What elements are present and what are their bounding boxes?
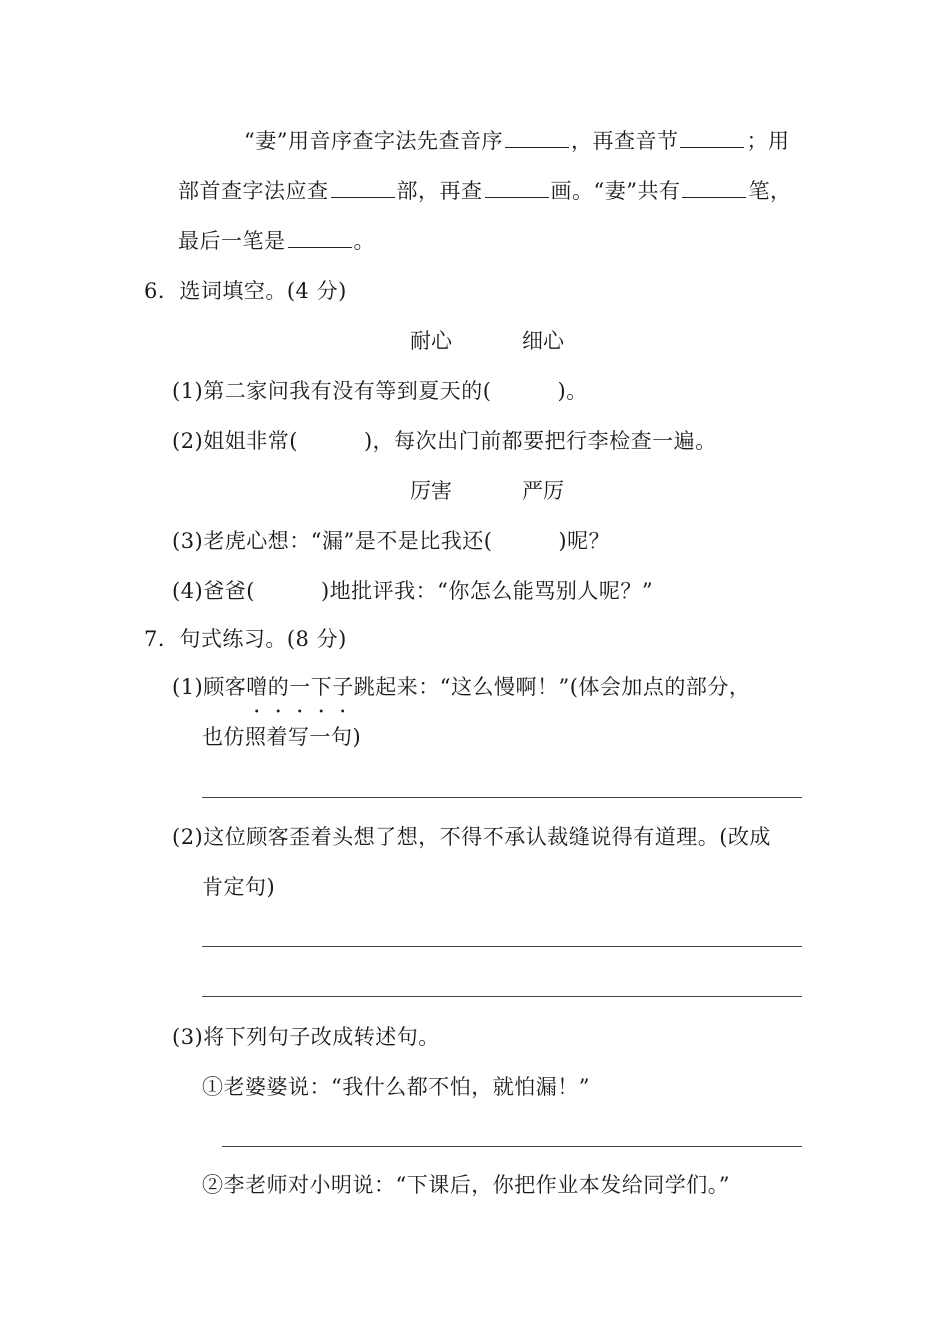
answer-line[interactable] <box>202 946 802 947</box>
dotted-char: 噌 <box>246 675 268 699</box>
q7-item-1-line-2: 也仿照着写一句) <box>202 725 362 749</box>
answer-blank[interactable] <box>682 179 746 198</box>
word-option: 细心 <box>522 329 564 353</box>
dotted-char: 下 <box>310 675 333 699</box>
answer-line[interactable] <box>202 797 802 798</box>
answer-blank[interactable] <box>680 129 744 148</box>
q7-item-1-line-1: (1)顾客噌的一下子跳起来：“这么慢啊！”(体会加点的部分， <box>172 672 750 702</box>
q6-item-4: (4)爸爸( )地批评我：“你怎么能骂别人呢？” <box>172 579 654 603</box>
answer-line[interactable] <box>222 1146 802 1147</box>
dotted-char: 子 <box>332 675 354 699</box>
q6-heading: 6．选词填空。(4 分) <box>144 279 347 303</box>
q7-item-2-line-1: (2)这位顾客歪着头想了想，不得不承认裁缝说得有道理。(改成 <box>172 825 771 849</box>
q7-item-2-line-2: 肯定句) <box>202 875 276 899</box>
q5-line-2: 部首查字法应查 部，再查 画。“妻”共有 笔， <box>178 179 792 203</box>
q7-item-3-heading: (3)将下列句子改成转述句。 <box>172 1025 440 1049</box>
q6-item-3: (3)老虎心想：“漏”是不是比我还( )呢？ <box>172 529 611 553</box>
word-option: 严厉 <box>522 479 564 503</box>
q6-item-1: (1)第二家问我有没有等到夏天的( )。 <box>172 379 588 403</box>
word-option: 耐心 <box>410 329 452 353</box>
answer-blank[interactable] <box>331 179 395 198</box>
q6-item-2: (2)姐姐非常( )，每次出门前都要把行李检查一遍。 <box>172 429 717 453</box>
q7-heading: 7．句式练习。(8 分) <box>144 627 347 651</box>
q5-line-1: “妻”用音序查字法先查音序 ，再查音节 ；用 <box>244 129 790 153</box>
word-option: 厉害 <box>410 479 452 503</box>
dotted-char: 一 <box>289 675 311 699</box>
answer-blank[interactable] <box>288 229 352 248</box>
answer-blank[interactable] <box>505 129 569 148</box>
answer-line[interactable] <box>202 996 802 997</box>
q7-item-3-sub-2: ②李老师对小明说：“下课后，你把作业本发给同学们。” <box>202 1173 730 1197</box>
dotted-char: 的 <box>267 675 290 699</box>
q7-item-3-sub-1: ①老婆婆说：“我什么都不怕，就怕漏！” <box>202 1075 590 1099</box>
answer-blank[interactable] <box>485 179 549 198</box>
q5-line-3: 最后一笔是 。 <box>178 229 375 253</box>
